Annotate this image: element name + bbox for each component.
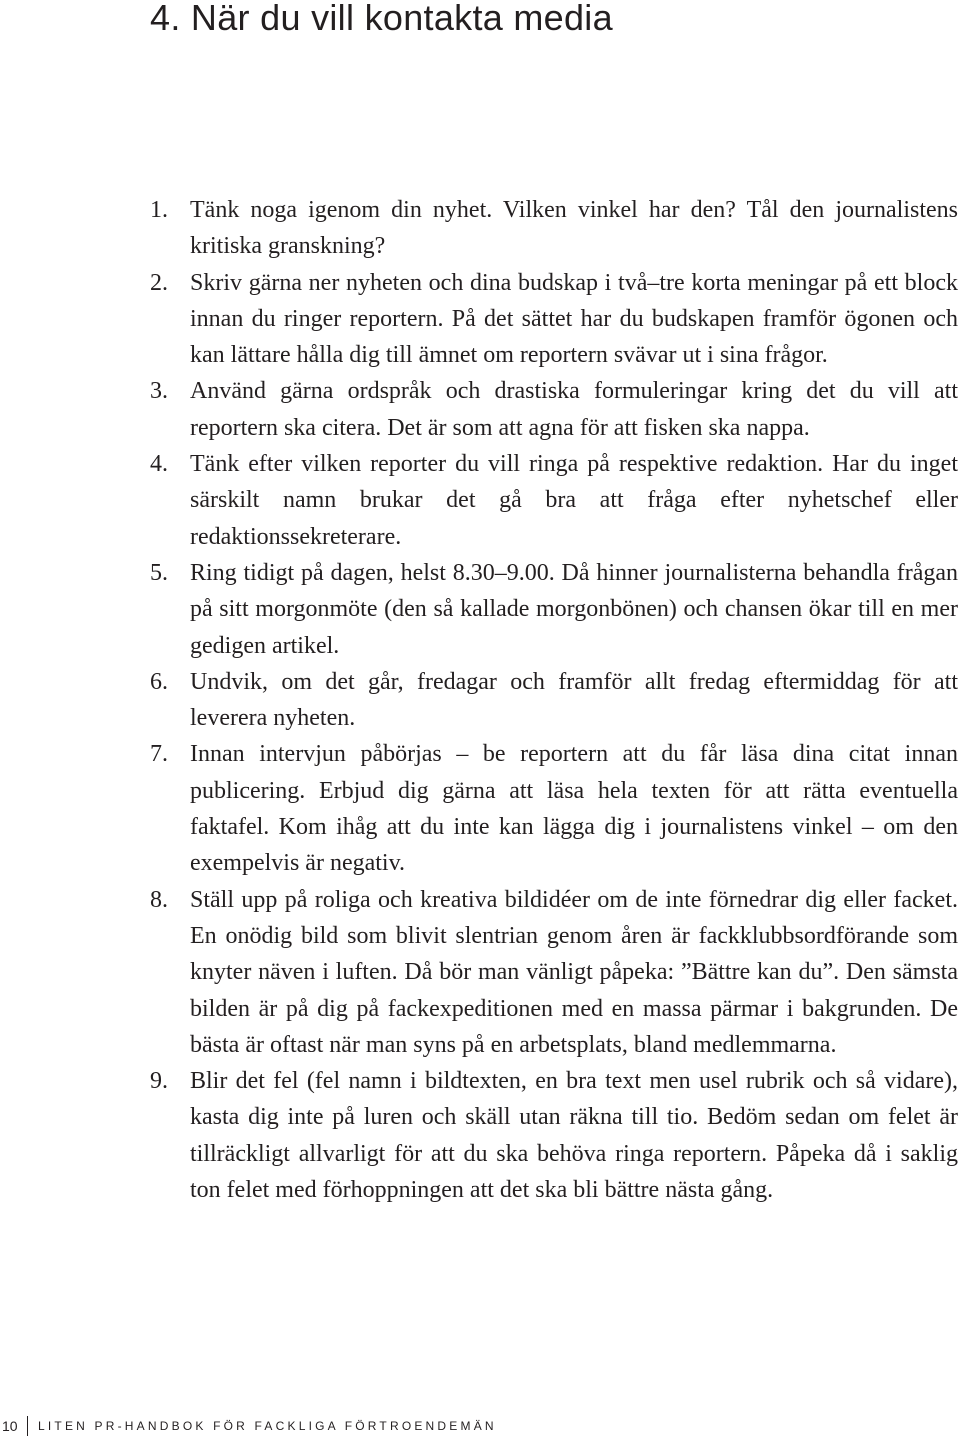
item-number: 6. <box>150 668 168 695</box>
chapter-title: 4. När du vill kontakta media <box>150 0 613 38</box>
item-number: 5. <box>150 559 168 586</box>
list-item <box>150 882 958 1063</box>
item-text: Använd gärna ordspråk och drastiska formuleringar kring det du vill att reportern ska citera. Det är som att agna för att fisken ska nappa. <box>190 378 958 441</box>
list-item <box>150 736 958 881</box>
list-item <box>150 664 958 737</box>
footer-divider <box>27 1416 28 1436</box>
list-item <box>150 265 958 374</box>
item-number: 8. <box>150 886 168 913</box>
item-text: Tänk noga igenom din nyhet. Vilken vinkel har den? Tål den journalistens kritiska granskning? <box>190 197 958 260</box>
list-item <box>150 555 958 664</box>
list-item <box>150 1063 958 1208</box>
item-text: Tänk efter vilken reporter du vill ringa på respektive redaktion. Har du inget särskilt namn brukar det gå bra att fråga efter nyhetschef eller redaktionssekreterare. <box>190 451 958 550</box>
running-title: LITEN PR-HANDBOK FÖR FACKLIGA FÖRTROENDEMÄN <box>38 1419 497 1433</box>
item-text: Ställ upp på roliga och kreativa bildidéer om de inte förnedrar dig eller facket. En onödig bild som blivit slentrian genom åren är fackklubbsordförande som knyter näven i luften. Då bör man vänligt påpeka: ”Bättre kan du”. Den sämsta bilden är på dig på fackexpeditionen med en massa pärmar i bakgrunden. De bästa är oftast när man syns på en arbetsplats, bland medlemmarna. <box>190 886 958 1058</box>
item-number: 1. <box>150 197 168 223</box>
item-number: 9. <box>150 1068 168 1095</box>
item-text: Innan intervjun påbörjas – be reportern att du får läsa dina citat innan publicering. Erbjud dig gärna att läsa hela texten för att rätta eventuella faktafel. Kom ihåg att du inte kan lägga dig i journalistens vinkel – om den exempelvis är negativ. <box>190 741 958 877</box>
list-item <box>150 373 958 446</box>
item-number: 4. <box>150 451 168 478</box>
list-item <box>150 446 958 555</box>
item-number: 7. <box>150 741 168 768</box>
item-text: Blir det fel (fel namn i bildtexten, en bra text men usel rubrik och så vidare), kasta dig inte på luren och skäll utan räkna till tio. Bedöm sedan om felet är tillräckligt allvarligt för att du ska behöva ringa reportern. Påpeka då i saklig ton felet med förhoppningen att det ska bli bättre nästa gång. <box>190 1068 958 1204</box>
page-footer <box>0 1416 960 1436</box>
item-text: Undvik, om det går, fredagar och framför allt fredag eftermiddag för att leverera nyheten. <box>190 668 958 732</box>
item-text: Ring tidigt på dagen, helst 8.30–9.00. Då hinner journalisterna behandla frågan på sitt morgonmöte (den så kallade morgonbönen) och chansen ökar till en mer gedigen artikel. <box>190 559 958 659</box>
advice-list <box>150 192 958 1208</box>
item-number: 2. <box>150 269 168 296</box>
list-item <box>150 192 958 265</box>
item-text: Skriv gärna ner nyheten och dina budskap i två–tre korta meningar på ett block innan du ringer reportern. På det sättet har du budskapen framför ögonen och kan lättare hålla dig till ämnet om reportern svävar ut i sina frågor. <box>190 269 958 369</box>
page-number: 10 <box>2 1418 18 1434</box>
item-number: 3. <box>150 378 168 405</box>
